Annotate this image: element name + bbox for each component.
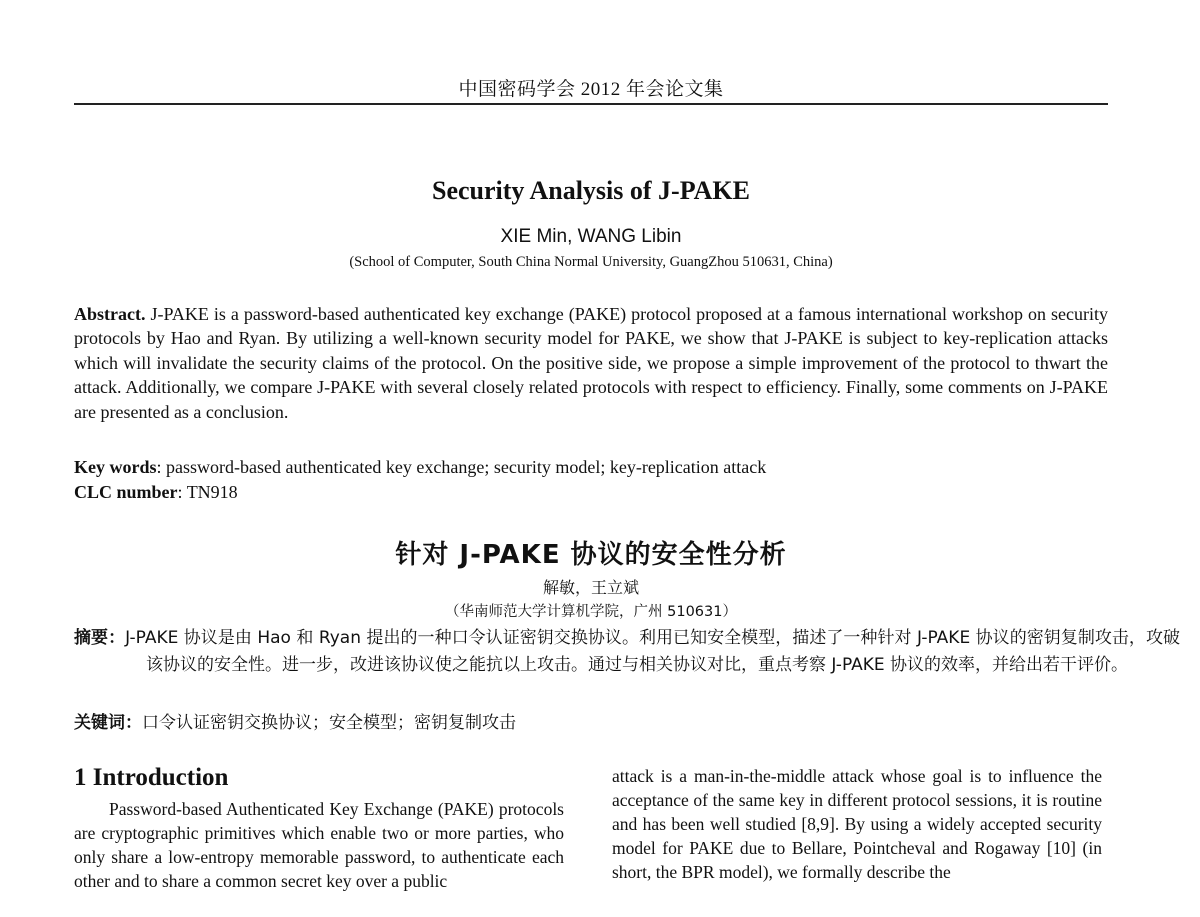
- chinese-abstract: [74, 625, 1180, 679]
- header-rule: [74, 103, 1108, 105]
- paper-affiliation: (School of Computer, South China Normal University, GuangZhou 510631, China): [349, 254, 833, 270]
- running-header: 中国密码学会 2012 年会论文集: [458, 79, 724, 100]
- abstract-label: Abstract.: [74, 304, 146, 324]
- paper-authors: XIE Min, WANG Libin: [500, 226, 682, 247]
- chinese-abstract-text: J-PAKE 协议是由 Hao 和 Ryan 提出的一种口令认证密钥交换协议。利用已知安全模型，描述了一种针对 J-PAKE 协议的密钥复制攻击，攻破该协议的安全性。进一步，改进该协议使之能抗以上攻击。通过与相关协议对比，重点考察 J-PAKE 协议的效率，并给出若干评价。: [125, 628, 1181, 675]
- abstract-text: J-PAKE is a password-based authenticated key exchange (PAKE) protocol proposed at a famous international workshop on security protocols by Hao and Ryan. By utilizing a well-known security model for PAKE, we show that J-PAKE is subject to key-replication attacks which will invalidate the security claims of the protocol. On the positive side, we propose a simple improvement of the protocol to thwart the attack. Additionally, we compare J-PAKE with several closely related protocols with respect to efficiency. Finally, some comments on J-PAKE are presented as a conclusion.: [74, 304, 1108, 422]
- chinese-abstract-label: 摘要：: [74, 628, 126, 648]
- paper-title: Security Analysis of J-PAKE: [431, 176, 751, 205]
- chinese-title: 针对 J-PAKE 协议的安全性分析: [395, 540, 787, 570]
- clc-label: CLC number: [74, 482, 178, 502]
- clc-number: [74, 482, 1108, 503]
- clc-text: : TN918: [177, 482, 238, 502]
- abstract: [74, 302, 1108, 424]
- left-column-text: Password-based Authenticated Key Exchange (PAKE) protocols are cryptographic primitives which enable two or more parties, who only share a low-entropy memorable password, to authenticate each other and to share a common secret key over a public: [74, 799, 564, 891]
- chinese-affiliation: （华南师范大学计算机学院，广州 510631）: [445, 604, 737, 620]
- keywords-label: Key words: [74, 457, 157, 477]
- chinese-keywords-text: 口令认证密钥交换协议；安全模型；密钥复制攻击: [142, 713, 516, 733]
- keywords-text: : password-based authenticated key exchange; security model; key-replication attack: [156, 457, 767, 477]
- keywords: [74, 457, 1108, 478]
- chinese-keywords: [74, 708, 1108, 733]
- right-column-text: attack is a man-in-the-middle attack whose goal is to influence the acceptance of the same key in different protocol sessions, it is routine and has been well studied [8,9]. By using a widely accepted security model for PAKE due to Bellare, Pointcheval and Rogaway [10] (in short, the BPR model), we formally describe the: [612, 766, 1102, 882]
- chinese-keywords-label: 关键词：: [74, 713, 142, 733]
- chinese-authors: 解敏，王立斌: [542, 578, 639, 597]
- section-heading-introduction: 1 Introduction: [74, 764, 229, 791]
